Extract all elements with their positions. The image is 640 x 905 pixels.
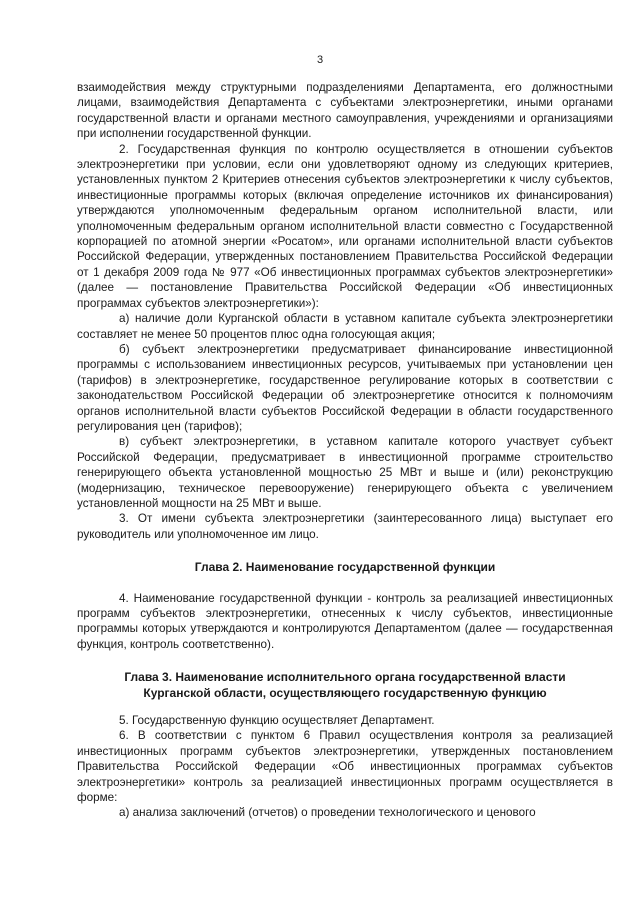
paragraph-5: 5. Государственную функцию осуществляет Департамент. <box>119 714 435 728</box>
document-body <box>77 80 613 821</box>
chapter-3-heading-line-2: Курганской области, осуществляющего государственную функцию <box>143 685 547 700</box>
chapter-3-heading-line-1: Глава 3. Наименование исполнительного органа государственной власти <box>124 670 566 685</box>
paragraph-6a: а) анализа заключений (отчетов) о проведении технологического и ценового <box>119 806 536 820</box>
paragraph-2v: в) субъект электроэнергетики, в уставном капитале которого участвует субъект Российской Федерации, предусматривает в инвестиционной программе строительство генерирующего объекта установленной мощностью 25 МВт и выше и (или) реконструкцию (модернизацию, техническое перевооружение) генерирующего объекта с увеличением установленной мощности на 25 МВт и выше. <box>77 435 613 510</box>
paragraph-2a: а) наличие доли Курганской области в уставном капитале субъекта электроэнергетики составляет не менее 50 процентов плюс одна голосующая акция; <box>77 312 613 341</box>
paragraph-6: 6. В соответствии с пунктом 6 Правил осуществления контроля за реализацией инвестиционных программ субъектов электроэнергетики, утвержденных постановлением Правительства Российской Федерации «Об инвестиционных программах субъектов электроэнергетики» контроль за реализацией инвестиционных программ осуществляется в форме: <box>77 729 613 805</box>
page-number: 3 <box>316 54 324 66</box>
paragraph-2b: б) субъект электроэнергетики предусматривает финансирование инвестиционной программы с использованием инвестиционных ресурсов, учитываемых при установлении цен (тарифов) в электроэнергетике, государственное регулирование которых в соответствии с законодательством Российской Федерации об электроэнергетике относится к полномочиям органов исполнительной власти субъектов Российской Федерации в области государственного регулирования цен (тарифов); <box>77 342 613 433</box>
paragraph-4: 4. Наименование государственной функции - контроль за реализацией инвестиционных программ субъектов электроэнергетики, отнесенных к числу субъектов, инвестиционные программы которых утверждаются и контролируются Департаментом (далее — государственная функция, контроль соответственно). <box>77 591 613 651</box>
chapter-2-heading: Глава 2. Наименование государственной функции <box>194 560 496 575</box>
paragraph-2: 2. Государственная функция по контролю осуществляется в отношении субъектов электроэнергетики при условии, если они удовлетворяют одному из следующих критериев, установленных пунктом 2 Критериев отнесения субъектов электроэнергетики к числу субъектов, инвестиционные программы которых (включая определение источников их финансирования) утверждаются уполномоченным федеральным органом исполнительной власти, или уполномоченным федеральным органом исполнительной власти совместно с Государственной корпорацией по атомной энергии «Росатом», или органами исполнительной власти субъектов Российской Федерации, утвержденных постановлением Правительства Российской Федерации от 1 декабря 2009 года № 977 «Об инвестиционных программах субъектов электроэнергетики» (далее — постановление Правительства Российской Федерации «Об инвестиционных программах субъектов электроэнергетики»): <box>77 142 613 310</box>
paragraph-3: 3. От имени субъекта электроэнергетики (заинтересованного лица) выступает его руководитель или уполномоченное им лицо. <box>77 512 613 541</box>
paragraph-intro-continuation: взаимодействия между структурными подразделениями Департамента, его должностными лицами, взаимодействия Департамента с субъектами электроэнергетики, иными органами государственной власти и органами местного самоуправления, учреждениями и организациями при исполнении государственной функции. <box>77 81 613 141</box>
